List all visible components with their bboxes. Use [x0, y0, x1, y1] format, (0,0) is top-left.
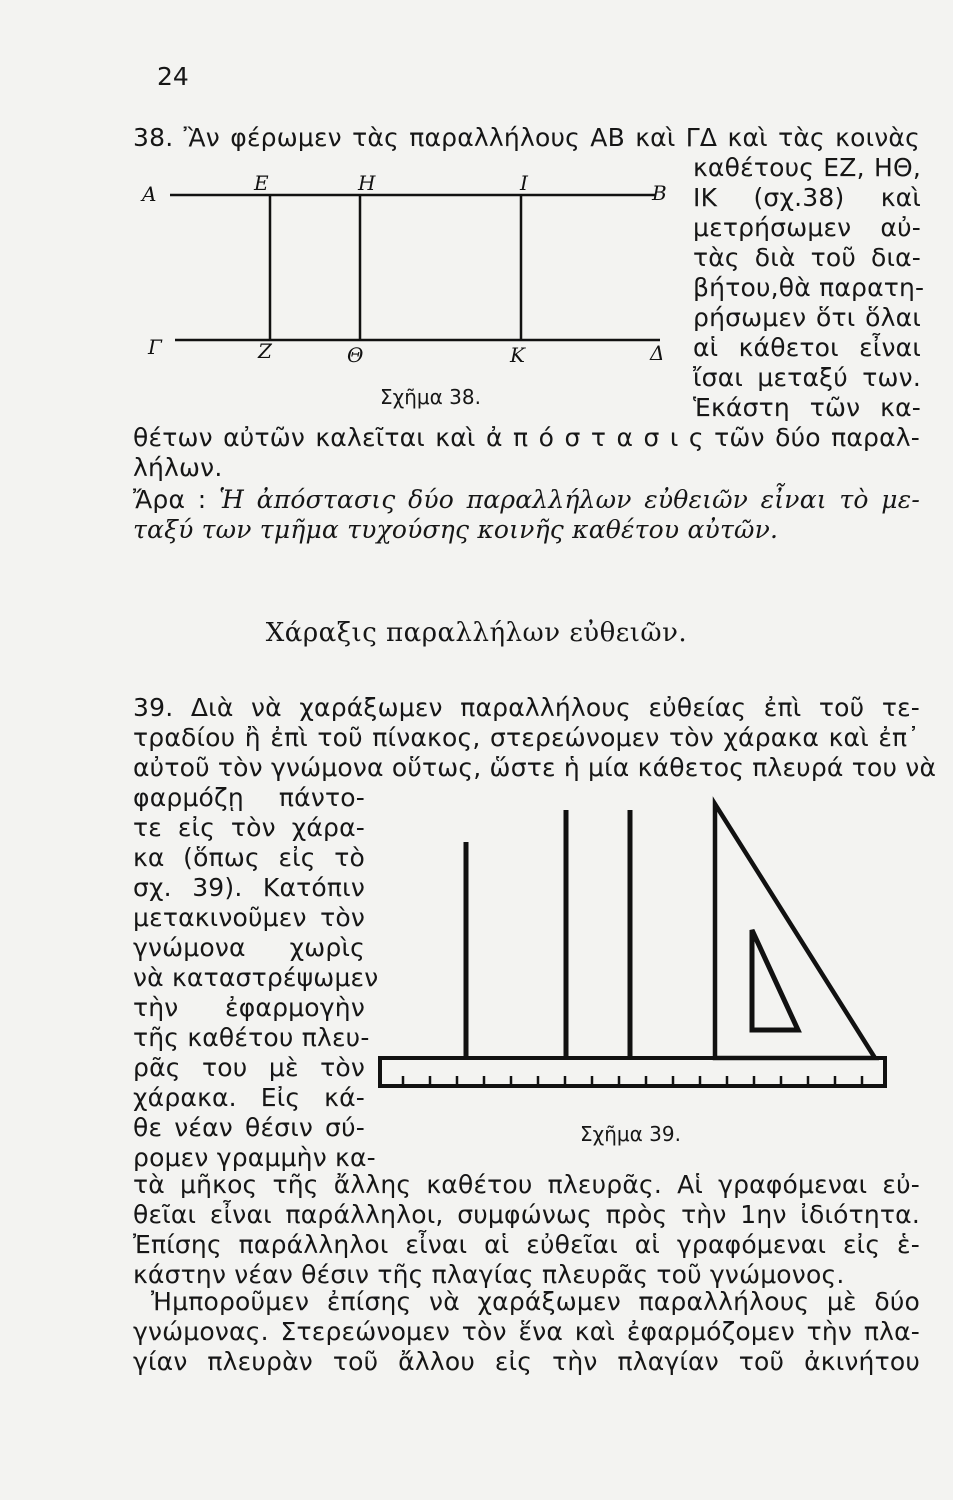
section38-line1: 38. Ἂν φέρωμεν τὰς παραλλήλους ΑΒ καὶ ΓΔ καὶ τὰς κοινὰς	[133, 123, 920, 152]
section39-line1: 39. Διὰ νὰ χαράξωμεν παραλλήλους εὐθείας ἐπὶ τοῦ τε-	[133, 693, 920, 722]
section38-line: θέτων αὐτῶν καλεῖται καὶ ἀ π ό σ τ α σ ι ς τῶν δύο παραλ-	[133, 423, 920, 452]
definition-text: Ἡ ἀπόστασις δύο παραλλήλων εὐθειῶν εἶναι τὸ με-	[219, 485, 920, 514]
section39-line2: τραδίου ἢ ἐπὶ τοῦ πίνακος, στερεώνομεν τὸν χάρακα καὶ ἐπ᾽	[133, 723, 920, 752]
section38-right-line: αἱ κάθετοι εἶναι	[693, 333, 921, 362]
label-B: Β	[652, 181, 667, 205]
label-Z: Ζ	[258, 339, 272, 363]
set-square-inner	[752, 930, 798, 1030]
label-K: Κ	[510, 343, 525, 367]
section38-right-line: ΙΚ (σχ.38) καὶ	[693, 183, 921, 212]
section39-left-line: τὴν ἐφαρμογὴν	[133, 993, 365, 1022]
section38-right-line: βήτου,θὰ παρατη-	[693, 273, 925, 302]
section39-left-line: θε νέαν θέσιν σύ-	[133, 1113, 365, 1142]
label-I: Ι	[520, 171, 528, 195]
section38-right-line: ἴσαι μεταξύ των.	[693, 363, 921, 392]
figure39-caption: Σχῆμα 39.	[580, 1122, 681, 1146]
section-heading: Χάραξις παραλλήλων εὐθειῶν.	[265, 618, 688, 648]
section39-left-line: τε εἰς τὸν χάρα-	[133, 813, 365, 842]
section39-line: γνώμονας. Στερεώνομεν τὸν ἕνα καὶ ἐφαρμόζομεν τὴν πλα-	[133, 1317, 920, 1346]
label-H: Η	[358, 171, 376, 195]
section39-line: τὰ μῆκος τῆς ἄλλης καθέτου πλευρᾶς. Αἱ γραφόμεναι εὐ-	[133, 1170, 920, 1199]
definition-line2: ταξύ των τμῆμα τυχούσης κοινῆς καθέτου αὐτῶν.	[133, 515, 779, 544]
section39-left-line: φαρμόζῃ πάντο-	[133, 783, 365, 812]
label-TH: Θ	[347, 343, 364, 367]
label-A: Α	[142, 182, 157, 206]
page-number: 24	[157, 62, 189, 91]
section39-left-line: νὰ καταστρέψωμεν	[133, 963, 379, 992]
section39-left-line: τῆς καθέτου πλευ-	[133, 1023, 370, 1052]
section39-left-line: ρομεν γραμμὴν κα-	[133, 1143, 376, 1172]
section39-left-line: μετακινοῦμεν τὸν	[133, 903, 365, 932]
section38-line: λήλων.	[133, 453, 223, 482]
section39-line: γίαν πλευρὰν τοῦ ἄλλου εἰς τὴν πλαγίαν τοῦ ἀκινήτου	[133, 1347, 920, 1376]
section38-right-line: μετρήσωμεν αὐ-	[693, 213, 921, 242]
label-D: Δ	[650, 341, 665, 365]
section39-left-line: γνώμονα χωρὶς	[133, 933, 365, 962]
definition-prefix: Ἄρα :	[133, 485, 207, 514]
section39-left-line: σχ. 39). Κατόπιν	[133, 873, 365, 902]
label-G: Γ	[148, 335, 162, 359]
section39-line: κάστην νέαν θέσιν τῆς πλαγίας πλευρᾶς τοῦ γνώμονος.	[133, 1260, 845, 1289]
figure-39	[368, 790, 918, 1100]
section38-right-line: καθέτους ΕΖ, ΗΘ,	[693, 153, 921, 182]
section39-left-line: κα (ὅπως εἰς τὸ	[133, 843, 365, 872]
section39-line: θεῖαι εἶναι παράλληλοι, συμφώνως πρὸς τὴν 1ην ἰδιότητα.	[133, 1200, 920, 1229]
section39-left-line: ρᾶς του μὲ τὸν	[133, 1053, 365, 1082]
section38-right-line: Ἑκάστη τῶν κα-	[693, 393, 921, 422]
definition-line1	[133, 485, 920, 515]
section39-line: Ἐπίσης παράλληλοι εἶναι αἱ εὐθεῖαι αἱ γραφόμεναι εἰς ἑ-	[133, 1230, 920, 1259]
section39-left-line: χάρακα. Εἰς κά-	[133, 1083, 365, 1112]
figure-38	[140, 171, 680, 367]
section38-right-line: ρήσωμεν ὅτι ὅλαι	[693, 303, 921, 332]
section39-line3: αὐτοῦ τὸν γνώμονα οὕτως, ὥστε ἡ μία κάθετος πλευρά του νὰ	[133, 753, 937, 782]
figure38-caption: Σχῆμα 38.	[380, 385, 481, 409]
section38-right-line: τὰς διὰ τοῦ δια-	[693, 243, 921, 272]
section39-line: Ἠμποροῦμεν ἐπίσης νὰ χαράξωμεν παραλλήλους μὲ δύο	[151, 1287, 920, 1316]
label-E: Ε	[254, 171, 269, 195]
